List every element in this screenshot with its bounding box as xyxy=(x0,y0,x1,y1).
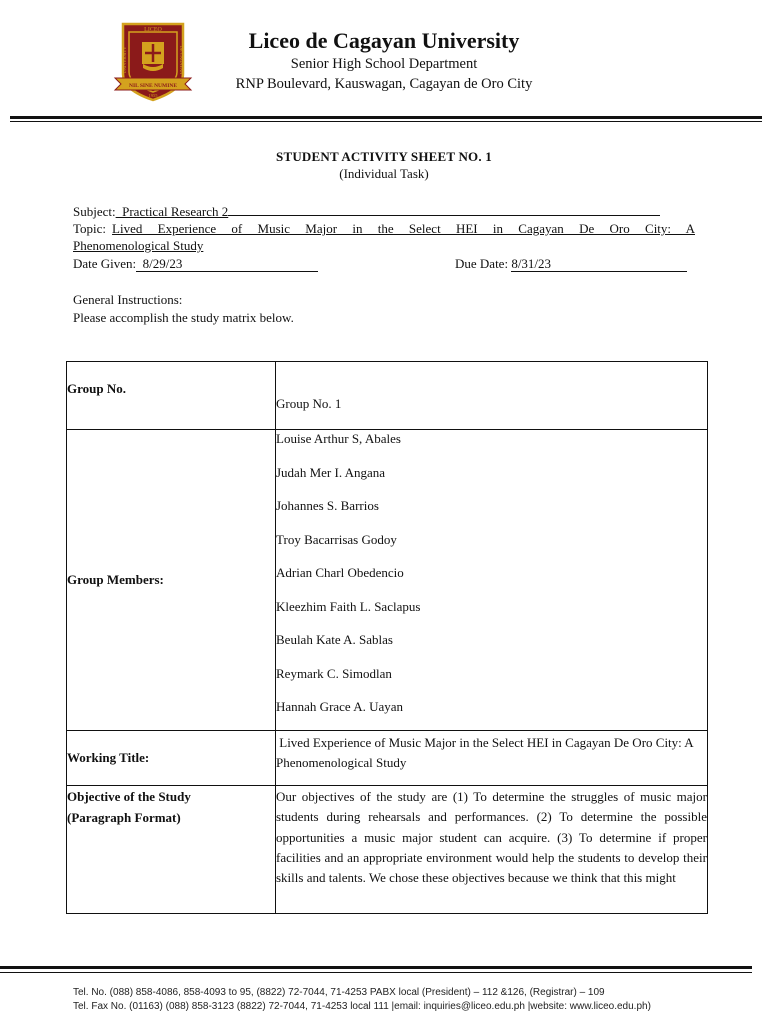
list-item: Beulah Kate A. Sablas xyxy=(276,632,393,647)
topic-value-line2: Phenomenological Study xyxy=(73,238,204,253)
group-no-value: Group No. 1 xyxy=(276,396,342,411)
group-no-value-cell xyxy=(276,362,708,430)
objective-label-line1: Objective of the Study xyxy=(67,789,191,804)
seal-motto: NIL SINE NUMINE xyxy=(129,83,177,89)
department-name: Senior High School Department xyxy=(290,56,478,72)
members-label: Group Members: xyxy=(67,572,164,587)
date-given-label: Date Given: xyxy=(73,256,137,271)
table-row-objective xyxy=(67,786,708,914)
sheet-title: STUDENT ACTIVITY SHEET NO. 1 xyxy=(276,149,492,164)
subject-value: Practical Research 2 xyxy=(115,204,229,219)
due-date-label: Due Date: xyxy=(455,256,509,271)
table-row-working-title xyxy=(67,731,708,786)
list-item: Judah Mer I. Angana xyxy=(276,464,386,480)
objective-value: Our objectives of the study are (1) To determine the struggles of music major students during rehearsals and performances. (2) To determine the possible opportunities a music major student can acquire. (3) To determine if proper facilities and an appropriate environment would help the students to develop their skills and talents. We chose these objectives because we think that this might xyxy=(276,789,707,886)
subject-line xyxy=(73,202,693,220)
seal-top-text: LICEO xyxy=(144,27,162,33)
date-given-value: 8/29/23 xyxy=(136,256,318,272)
topic-line xyxy=(73,220,695,237)
footer-contact-line2: Tel. Fax No. (01163) (088) 858-3123 (8822) 72-7044, 71-4253 local 111 |email: inquiries@liceo.edu.ph |website: www.liceo.edu.ph) xyxy=(73,1001,651,1012)
list-item: Louise Arthur S, Abales xyxy=(276,431,401,446)
list-item: Kleezhim Faith L. Saclapus xyxy=(276,598,421,614)
seal-icon xyxy=(109,20,197,104)
instructions-text: Please accomplish the study matrix below. xyxy=(73,310,294,325)
instructions-heading: General Instructions: xyxy=(73,292,183,307)
subject-underline xyxy=(228,202,660,216)
list-item: Hannah Grace A. Uayan xyxy=(276,699,404,714)
members-label-cell xyxy=(67,430,276,731)
header-rule-thick xyxy=(10,116,762,119)
study-matrix-table xyxy=(66,361,708,914)
objective-label-line2: (Paragraph Format) xyxy=(67,809,181,825)
footer-rule-thin xyxy=(0,972,752,973)
working-title-label: Working Title: xyxy=(67,750,150,765)
working-title-label-cell xyxy=(67,731,276,786)
table-row-members xyxy=(67,430,708,731)
seal-right-text: DE CAGAYAN xyxy=(179,45,184,75)
group-no-label-cell xyxy=(67,362,276,430)
topic-value-line1: Lived Experience of Music Major in the Select HEI in Cagayan De Oro City: A xyxy=(112,221,695,236)
members-value-cell xyxy=(276,430,708,731)
seal-year: 1955 xyxy=(148,93,158,98)
university-address: RNP Boulevard, Kauswagan, Cagayan de Oro City xyxy=(235,76,533,92)
list-item: Troy Bacarrisas Godoy xyxy=(276,531,397,547)
footer-rule-thick xyxy=(0,966,752,969)
footer-contact-line1: Tel. No. (088) 858-4086, 858-4093 to 95, (8822) 72-7044, 71-4253 PABX local (President) – 112 &126, (Registrar) – 109 xyxy=(73,987,605,998)
sheet-subtitle: (Individual Task) xyxy=(339,166,429,181)
header-rule-thin xyxy=(10,121,762,122)
university-name: Liceo de Cagayan University xyxy=(248,28,520,53)
date-given-line xyxy=(73,255,318,272)
university-seal xyxy=(109,20,197,104)
objective-value-cell xyxy=(276,786,708,914)
objective-label-cell xyxy=(67,786,276,914)
working-title-value: Lived Experience of Music Major in the Select HEI in Cagayan De Oro City: A Phenomenological Study xyxy=(276,735,697,770)
due-date-value: 8/31/23 xyxy=(511,256,687,272)
working-title-value-cell xyxy=(276,731,708,786)
list-item: Johannes S. Barrios xyxy=(276,498,379,513)
subject-label: Subject: xyxy=(73,204,116,219)
topic-label: Topic: xyxy=(73,221,107,236)
topic-line-2 xyxy=(73,237,373,254)
list-item: Adrian Charl Obedencio xyxy=(276,565,404,580)
list-item: Reymark C. Simodlan xyxy=(276,665,392,681)
due-date-line xyxy=(455,255,687,272)
table-row-group-no xyxy=(67,362,708,430)
group-no-label: Group No. xyxy=(67,381,126,396)
seal-left-text: UNIVERSITY xyxy=(122,46,127,74)
